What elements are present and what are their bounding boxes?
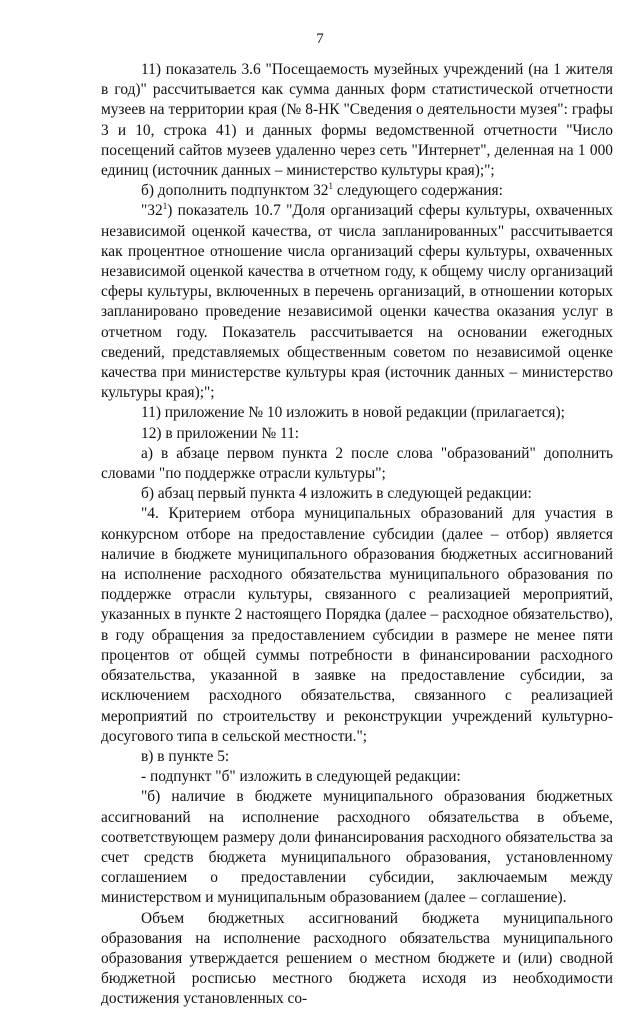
paragraph-2-superscript: 1 xyxy=(328,181,333,192)
paragraph-5: 12) в приложении № 11: xyxy=(141,424,300,442)
paragraph-1: 11) показатель 3.6 "Посещаемость музейных учреждений (на 1 жителя в год)" рассчитывается как сумма данных форм статистической отчетности музеев на территории края (№ 8-НК "Сведения о деятельности музея": графы 3 и 10, строка 41) и данных формы ведомственной отчетности "Число посещений сайтов музеев удаленно через сеть "Интернет", деленная на 1 000 единиц (источник данных – министерство культуры края);"; xyxy=(101,61,613,180)
paragraph-2 xyxy=(101,181,613,201)
paragraph-3 xyxy=(101,201,613,403)
paragraph-10: - подпункт "б" изложить в следующей редакции: xyxy=(141,768,461,786)
paragraph-2-text: б) дополнить подпунктом 32 xyxy=(141,182,329,200)
paragraph-3-text: "32 xyxy=(141,202,163,220)
paragraph-6: а) в абзаце первом пункта 2 после слова "образований" дополнить словами "по поддержке отрасли культуры"; xyxy=(101,444,613,483)
paragraph-4: 11) приложение № 10 изложить в новой редакции (прилагается); xyxy=(141,404,565,422)
paragraph-11: "б) наличие в бюджете муниципального образования бюджетных ассигнований на исполнение расходного обязательства в объеме, соответствующем размеру доли финансирования расходного обязательства за счет средств бюджета муниципального образования, установленному соглашением о предоставлении субсидии, заключаемым между министерством и муниципальным образованием (далее – соглашение). xyxy=(101,788,613,907)
document-body xyxy=(101,60,613,1010)
paragraph-8: "4. Критерием отбора муниципальных образований для участия в конкурсном отборе на предоставление субсидии (далее – отбор) является наличие в бюджете муниципального образования бюджетных ассигнований на исполнение расходного обязательства муниципального образования по поддержке отрасли культуры, связанного с реализацией мероприятий, указанных в пункте 2 настоящего Порядка (далее – расходное обязательство), в году обращения за предоставлением субсидии в размере не менее пяти процентов от общей суммы потребности в финансировании расходного обязательства, указанной в заявке на предоставление субсидии, за исключением расходного обязательства, связанного с реализацией мероприятий по строительству и реконструкции учреждений культурно-досугового типа в сельской местности."; xyxy=(101,505,613,745)
paragraph-3-text-end: ) показатель 10.7 "Доля организаций сферы культуры, охваченных независимой оценкой качества, от числа запланированных" рассчитывается как процентное отношение числа организаций сферы культуры, охваченных независимой оценкой качества в отчетном году, к общему числу организаций сферы культуры, включенных в перечень организаций, в отношении которых запланировано проведение независимой оценки качества оказания услуг в отчетном году. Показатель рассчитывается на основании ежегодных сведений, представляемых общественным советом по независимой оценке качества при министерстве культуры края (источник данных – министерство культуры края);"; xyxy=(101,202,613,402)
paragraph-12: Объем бюджетных ассигнований бюджета муниципального образования на исполнение расходного обязательства муниципального образования утверждается решением о местном бюджете и (или) сводной бюджетной росписью местного бюджета исходя из необходимости достижения установленных со- xyxy=(101,909,613,1008)
paragraph-9: в) в пункте 5: xyxy=(141,747,230,765)
paragraph-7: б) абзац первый пункта 4 изложить в следующей редакции: xyxy=(141,485,532,503)
paragraph-2-text-end: следующего содержания: xyxy=(332,182,503,200)
paragraph-3-superscript: 1 xyxy=(162,201,168,212)
page-number: 7 xyxy=(316,31,324,47)
